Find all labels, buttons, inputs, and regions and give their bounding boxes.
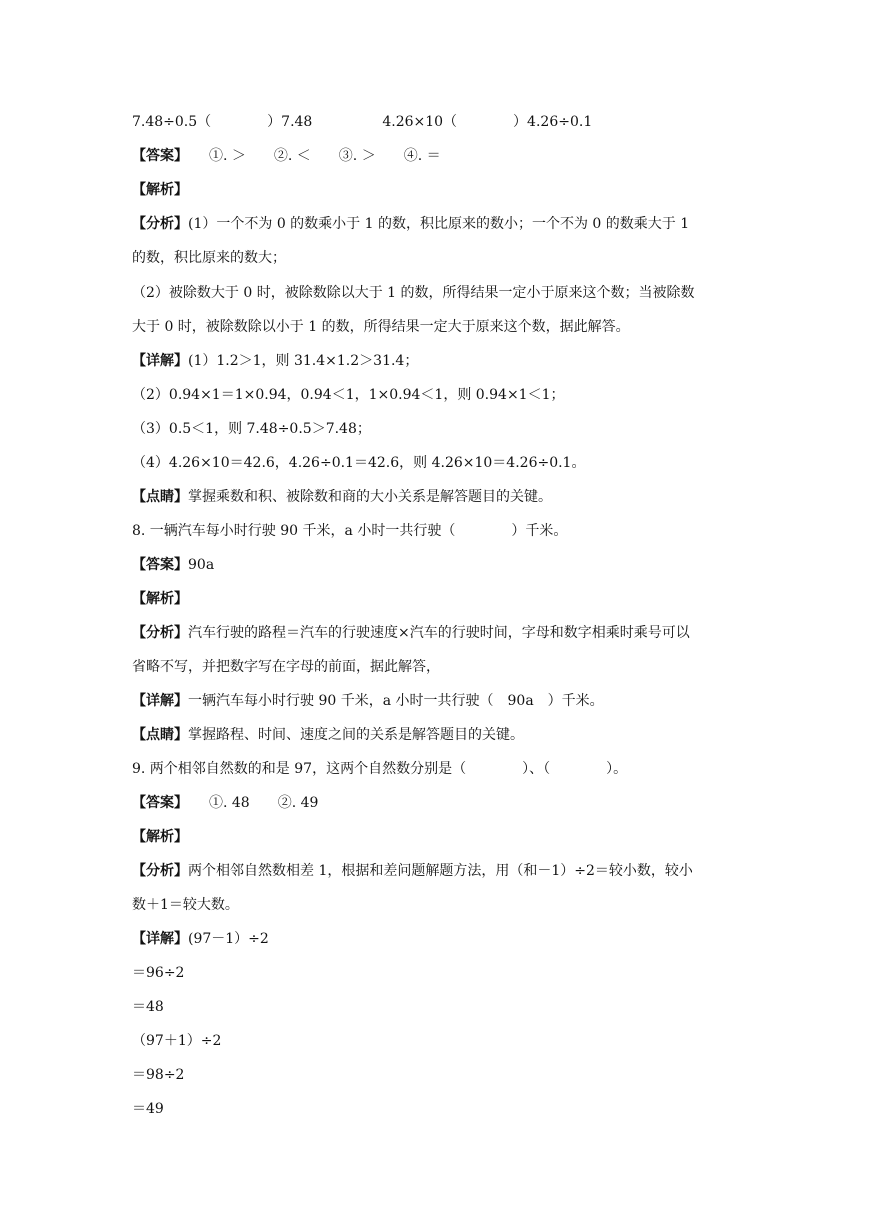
line-23: 【分析】两个相邻自然数相差 1，根据和差问题解题方法，用（和－1）÷2＝较小数，较小: [132, 863, 693, 879]
line-13: 8. 一辆汽车每小时行驶 90 千米，a 小时一共行驶（ ）千米。: [132, 523, 568, 539]
line-28: （97＋1）÷2: [132, 1033, 222, 1049]
line-10: （3）0.5＜1，则 7.48÷0.5＞7.48；: [132, 421, 371, 437]
line-20: 9. 两个相邻自然数的和是 97，这两个自然数分别是（ ）、（ ）。: [132, 761, 628, 777]
line-21: 【答案】 ①. 48 ②. 49: [132, 795, 319, 811]
line-7: 大于 0 时，被除数除以小于 1 的数，所得结果一定大于原来这个数，据此解答。: [132, 319, 630, 335]
line-27: ＝48: [132, 999, 164, 1015]
line-5: 的数，积比原来的数大；: [132, 250, 286, 266]
line-30: ＝49: [132, 1101, 164, 1117]
line-11: （4）4.26×10＝42.6，4.26÷0.1＝42.6，则 4.26×10＝4.26÷0.1。: [132, 455, 586, 471]
line-9: （2）0.94×1＝1×0.94，0.94＜1，1×0.94＜1，则 0.94×1＜1；: [132, 387, 565, 403]
line-17: 省略不写，并把数字写在字母的前面，据此解答，: [132, 659, 440, 675]
line-22: 【解析】: [132, 829, 188, 845]
line-25: 【详解】(97－1）÷2: [132, 931, 269, 947]
line-19: 【点睛】掌握路程、时间、速度之间的关系是解答题目的关键。: [132, 727, 524, 743]
line-12: 【点睛】掌握乘数和积、被除数和商的大小关系是解答题目的关键。: [132, 489, 552, 505]
line-6: （2）被除数大于 0 时，被除数除以大于 1 的数，所得结果一定小于原来这个数；当被除数: [132, 285, 695, 301]
line-29: ＝98÷2: [132, 1067, 185, 1083]
line-1: 7.48÷0.5（ ）7.48 4.26×10（ ）4.26÷0.1: [132, 114, 593, 130]
line-18: 【详解】一辆汽车每小时行驶 90 千米，a 小时一共行驶（ 90a ）千米。: [132, 693, 604, 709]
line-8: 【详解】(1）1.2＞1，则 31.4×1.2＞31.4；: [132, 353, 419, 369]
line-15: 【解析】: [132, 591, 188, 607]
line-14: 【答案】90a: [132, 557, 215, 573]
line-24: 数＋1＝较大数。: [132, 897, 239, 913]
line-2: 【答案】 ①. ＞ ②. ＜ ③. ＞ ④. ＝: [132, 148, 441, 164]
line-3: 【解析】: [132, 182, 188, 198]
line-16: 【分析】汽车行驶的路程＝汽车的行驶速度×汽车的行驶时间，字母和数字相乘时乘号可以: [132, 625, 690, 641]
line-26: ＝96÷2: [132, 965, 185, 981]
line-4: 【分析】(1）一个不为 0 的数乘小于 1 的数，积比原来的数小；一个不为 0 的数乘大于 1: [132, 216, 690, 232]
